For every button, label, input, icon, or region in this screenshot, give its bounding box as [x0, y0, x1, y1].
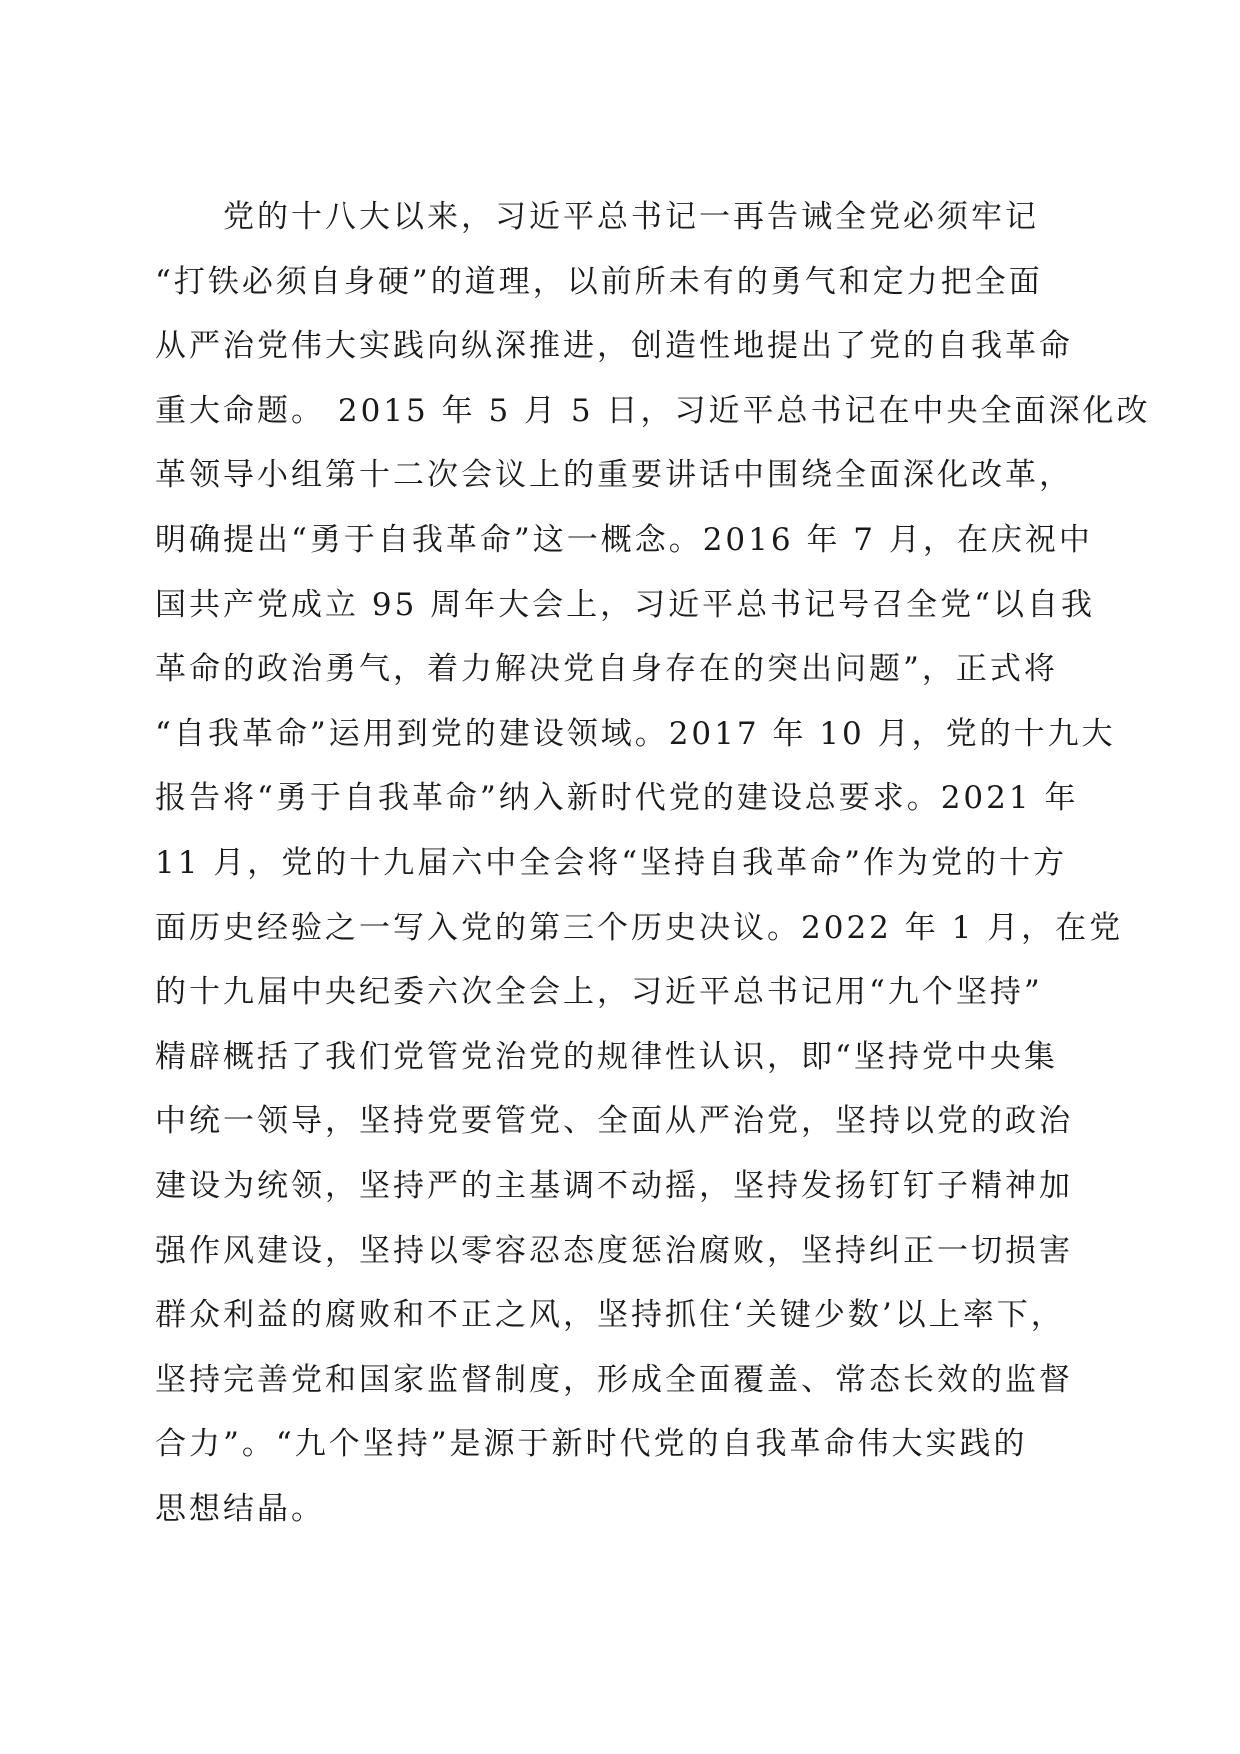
paragraph-line: 报告将“勇于自我革命”纳入新时代党的建设总要求。2021 年 — [155, 780, 1079, 817]
paragraph-line: 面历史经验之一写入党的第三个历史决议。2022 年 1 月，在党 — [155, 909, 1124, 946]
paragraph-line: 革命的政治勇气，着力解决党自身存在的突出问题”，正式将 — [155, 651, 1058, 688]
paragraph-line: 党的十八大以来，习近平总书记一再告诫全党必须牢记 — [223, 199, 1039, 235]
paragraph-line: 国共产党成立 95 周年大会上，习近平总书记号召全党“以自我 — [155, 586, 1095, 623]
paragraph-line: 重大命题。 2015 年 5 月 5 日，习近平总书记在中央全面深化改 — [155, 392, 1151, 429]
paragraph-line: 11 月，党的十九届六中全会将“坚持自我革命”作为党的十方 — [155, 844, 1067, 881]
paragraph-line: “打铁必须自身硬”的道理，以前所未有的勇气和定力把全面 — [155, 263, 1043, 300]
paragraph-line: “自我革命”运用到党的建设领域。2017 年 10 月，党的十九大 — [155, 715, 1116, 752]
paragraph-line: 革领导小组第十二次会议上的重要讲话中围绕全面深化改革， — [155, 457, 1073, 494]
paragraph-line: 建设为统领，坚持严的主基调不动摇，坚持发扬钉钉子精神加 — [155, 1167, 1073, 1204]
paragraph-line: 的十九届中央纪委六次全会上，习近平总书记用“九个坚持” — [155, 974, 1043, 1011]
paragraph-line: 明确提出“勇于自我革命”这一概念。2016 年 7 月，在庆祝中 — [155, 521, 1093, 558]
paragraph-line: 精辟概括了我们党管党治党的规律性认识，即“坚持党中央集 — [155, 1038, 1058, 1075]
body-paragraph — [155, 185, 1151, 1541]
paragraph-line: 群众利益的腐败和不正之风，坚持抓住‘关键少数’以上率下， — [155, 1297, 1065, 1334]
paragraph-line: 思想结晶。 — [155, 1490, 325, 1527]
paragraph-line: 从严治党伟大实践向纵深推进，创造性地提出了党的自我革命 — [155, 328, 1073, 365]
paragraph-line: 中统一领导，坚持党要管党、全面从严治党，坚持以党的政治 — [155, 1103, 1073, 1140]
paragraph-line: 合力”。“九个坚持”是源于新时代党的自我革命伟大实践的 — [155, 1426, 1028, 1463]
paragraph-line: 强作风建设，坚持以零容忍态度惩治腐败，坚持纠正一切损害 — [155, 1232, 1073, 1269]
paragraph-line: 坚持完善党和国家监督制度，形成全面覆盖、常态长效的监督 — [155, 1361, 1073, 1398]
